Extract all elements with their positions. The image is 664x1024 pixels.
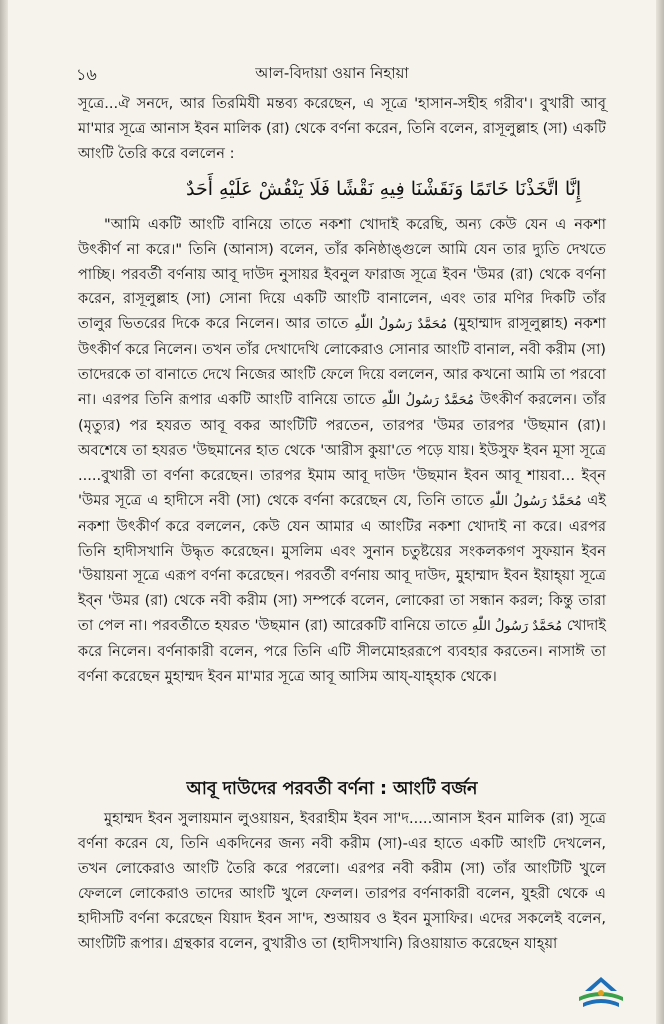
paragraph-text-e: খোদাই করে নিলেন। বর্ণনাকারী বলেন, পরে তিনি এটি সীলমোহররূপে ব্যবহার করতেন। নাসাঈ তা বর্ণনা করেছেন মুহাম্মদ ইবন মা'মার সূত্রে আবূ আসিম আয্‌-যাহ্‌হাক থেকে। xyxy=(78,617,606,686)
page-edge-right xyxy=(656,0,664,1024)
intro-paragraph: সূত্রে...ঐ সনদে, আর তিরমিযী মন্তব্য করেছেন, এ সূত্রে 'হাসান-সহীহ গরীব'। বুখারী আবূ মা'মার সূত্রে আনাস ইবন মালিক (রা) থেকে বর্ণনা করেন, তিনি বলেন, রাসূলুল্লাহ (সা) একটি আংটি তৈরি করে বললেন : xyxy=(78,95,606,162)
arabic-inscription: مُحَمَّدٌ رَسُولُ اللّٰهِ xyxy=(471,619,563,635)
arabic-inscription: مُحَمَّدٌ رَسُولُ اللّٰهِ xyxy=(354,317,448,333)
hadith-paragraph xyxy=(78,213,606,690)
paragraph-text-d: এই নকশা উৎকীর্ণ করে বললেন, কেউ যেন আমার এ আংটির নকশা খোদাই না করে। এরপর তিনি হাদীসখানি উদ্ধৃত করেছেন। মুসলিম এবং সুনান চতুষ্টয়ের সংকলকগণ সুফয়ান ইবন 'উয়ায়না সূত্রে এরূপ বর্ণনা করেছেন। পরবর্তী বর্ণনায় আবূ দাউদ, মুহাম্মাদ ইবন ইয়াহ্‌য়া সূত্রে ইব্‌ন 'উমর (রা) থেকে নবী করীম (সা) সম্পর্কে বলেন, লোকেরা তা সন্ধান করল; কিন্তু তারা তা পেল না। পরবর্তীতে হযরত 'উছমান (রা) আরেকটি বানিয়ে তাতে xyxy=(78,491,606,635)
book-page xyxy=(8,0,656,1024)
running-title: আল-বিদায়া ওয়ান নিহায়া xyxy=(255,64,409,82)
paragraph-text-c: উৎকীর্ণ করলেন। তাঁর (মৃত্যুর) পর হযরত আবূ বকর আংটিটি পরতেন, তারপর 'উমর তারপর 'উছমান (রা)। অবশেষে তা হযরত 'উছমানের হাত থেকে 'আরীস কুয়া'তে পড়ে যায়। ইউসুফ ইবন মূসা সূত্রে .....বুখারী তা বর্ণনা করেছেন। তারপর ইমাম আবূ দাউদ 'উছমান ইবন আবূ শায়বা... ইব্‌ন 'উমর সূত্রে এ হাদীসে নবী (সা) থেকে বর্ণনা করেছেন যে, তিনি তাতে xyxy=(78,391,607,509)
section-heading: আবূ দাউদের পরবর্তী বর্ণনা : আংটি বর্জন xyxy=(186,779,478,799)
section-paragraph: মুহাম্মদ ইবন সুলায়মান লুওয়ায়ন, ইবরাহীম ইবন সা'দ.....আনাস ইবন মালিক (রা) সূত্রে বর্ণনা করেন যে, তিনি একদিনের জন্য নবী করীম (সা)-এর হাতে একটি আংটি দেখলেন, তখন লোকেরাও আংটি তৈরি করে পরলো। এরপর নবী করীম (সা) তাঁর আংটিটি খুলে ফেললে লোকেরাও তাদের আংটি খুলে ফেলল। তারপর বর্ণনাকারী বলেন, যুহরী থেকে এ হাদীসটি বর্ণনা করেছেন যিয়াদ ইবন সা'দ, শুআয়ব ও ইবন মুসাফির। এদের সকলেই বলেন, আংটিটি রূপার। গ্রন্থকার বলেন, বুখারীও তা (হাদীসখানি) রিওয়ায়াত করেছেন যাহ্‌য়া xyxy=(78,810,606,952)
page-number: ১৬ xyxy=(76,65,97,84)
arabic-inscription: مُحَمَّدٌ رَسُولُ اللّٰهِ xyxy=(489,493,582,509)
arabic-hadith-quote: إِنَّا اتَّخَذْنَا خَاتَمًا وَنَقَشْنَا فِيهِ نَقْشًا فَلَا يَنْقُشْ عَلَيْهِ أَحَدٌ xyxy=(186,177,582,200)
arabic-inscription: مُحَمَّدٌ رَسُولُ اللّٰهِ xyxy=(381,393,474,409)
section-text-block xyxy=(78,806,606,956)
paragraph-text-a: "আমি একটি আংটি বানিয়ে তাতে নকশা খোদাই করেছি, অন্য কেউ যেন এ নকশা উৎকীর্ণ না করে।" তিনি (আনাস) বলেন, তাঁর কনিষ্ঠাঙ্গুলে আমি যেন তার দ্যুতি দেখতে পাচ্ছি। পরবর্তী বর্ণনায় আবূ দাউদ নুসায়র ইবনুল ফারাজ সূত্রে ইবন 'উমর (রা) থেকে বর্ণনা করেন, রাসূলুল্লাহ (সা) সোনা দিয়ে একটি আংটি বানালেন, এবং তার মণির দিকটি তাঁর তালুর ভিতরের দিকে করে নিলেন। আর তাতে xyxy=(78,215,606,333)
page-header xyxy=(8,62,656,86)
page-edge-left xyxy=(0,0,8,1024)
main-text-block xyxy=(78,92,606,690)
publisher-logo-icon xyxy=(573,973,629,1013)
paragraph-text-b: (মুহাম্মাদ রাসূলুল্লাহ) নকশা উৎকীর্ণ করে নিলেন। তখন তাঁর দেখাদেখি লোকেরাও সোনার আংটি বানাল, নবী করীম (সা) তাদেরকে তা বানাতে দেখে নিজের আংটি ফেলে দিয়ে বললেন, আর কখনো আমি তা পরবো না। এরপর তিনি রূপার একটি আংটি বানিয়ে তাতে xyxy=(78,315,606,409)
